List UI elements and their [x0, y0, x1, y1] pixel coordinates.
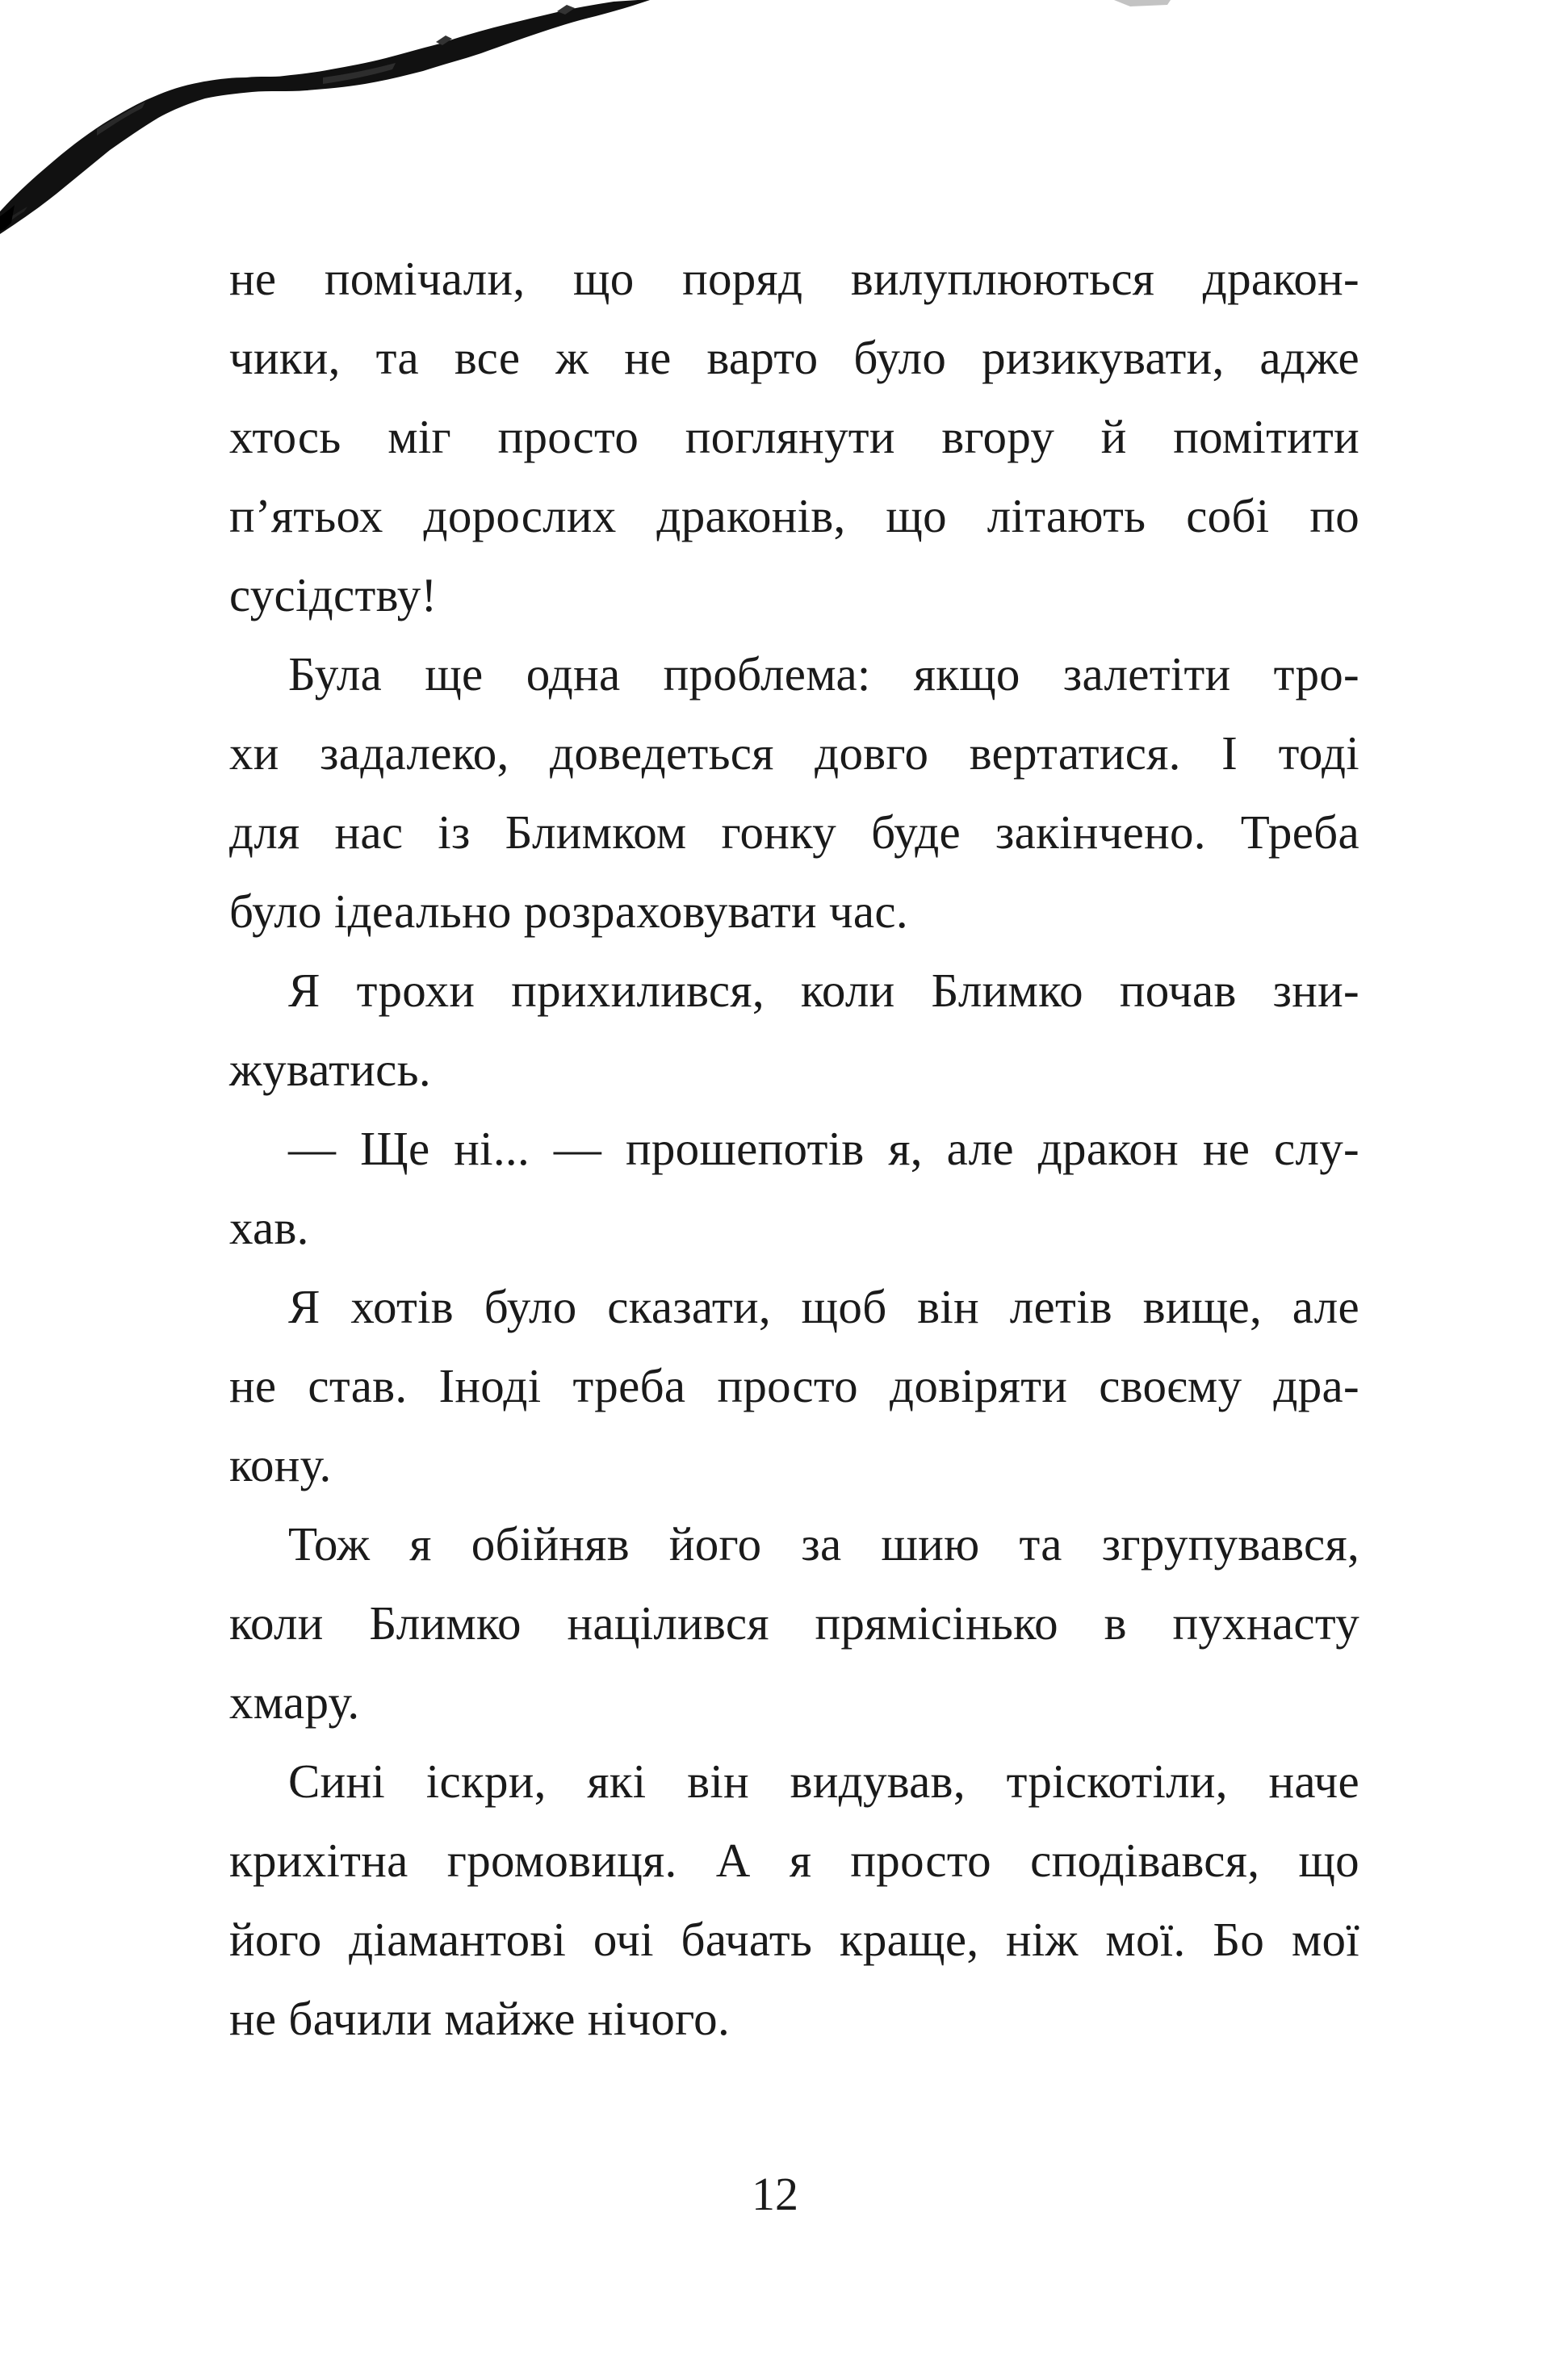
text-line: жуватись. — [229, 1043, 431, 1096]
text-line: хав. — [229, 1201, 309, 1254]
text-line: крихітна громовиця. А я просто сподівався, що — [229, 1834, 1359, 1887]
text-line: хтось міг просто поглянути вгору й помітити — [229, 410, 1359, 463]
text-line: кону. — [229, 1438, 332, 1491]
text-line: хи задалеко, доведеться довго вертатися. І тоді — [229, 726, 1359, 780]
text-line: Була ще одна проблема: якщо залетіти тро- — [288, 647, 1359, 701]
text-line: не став. Іноді треба просто довіряти своєму дра- — [229, 1359, 1359, 1412]
text-line: Сині іскри, які він видував, тріскотіли, наче — [288, 1755, 1359, 1808]
text-line: Тож я обійняв його за шию та згрупувався, — [288, 1517, 1359, 1571]
body-text — [229, 239, 1359, 2058]
text-line: не бачили майже нічого. — [229, 1992, 731, 2045]
text-line: не помічали, що поряд вилуплюються дракон- — [229, 252, 1359, 305]
text-line: для нас із Блимком гонку буде закінчено. Треба — [229, 805, 1359, 859]
text-line: чики, та все ж не варто було ризикувати, адже — [229, 331, 1359, 384]
text-line: хмару. — [229, 1675, 360, 1729]
text-line: його діамантові очі бачать краще, ніж мої. Бо мої — [229, 1913, 1359, 1966]
text-line: сусідству! — [229, 568, 438, 621]
text-line: коли Блимко націлився прямісінько в пухнасту — [229, 1596, 1359, 1650]
text-line: було ідеально розраховувати час. — [229, 885, 908, 938]
text-line: п’ятьох дорослих драконів, що літають собі по — [229, 489, 1359, 542]
torn-paper-edge — [0, 0, 1550, 242]
text-line: — Ще ні... — прошепотів я, але дракон не слу- — [288, 1122, 1359, 1175]
text-line: Я трохи прихилився, коли Блимко почав зни- — [288, 964, 1359, 1017]
page-number: 12 — [752, 2168, 798, 2220]
text-line: Я хотів було сказати, щоб він летів вище, але — [288, 1280, 1359, 1333]
